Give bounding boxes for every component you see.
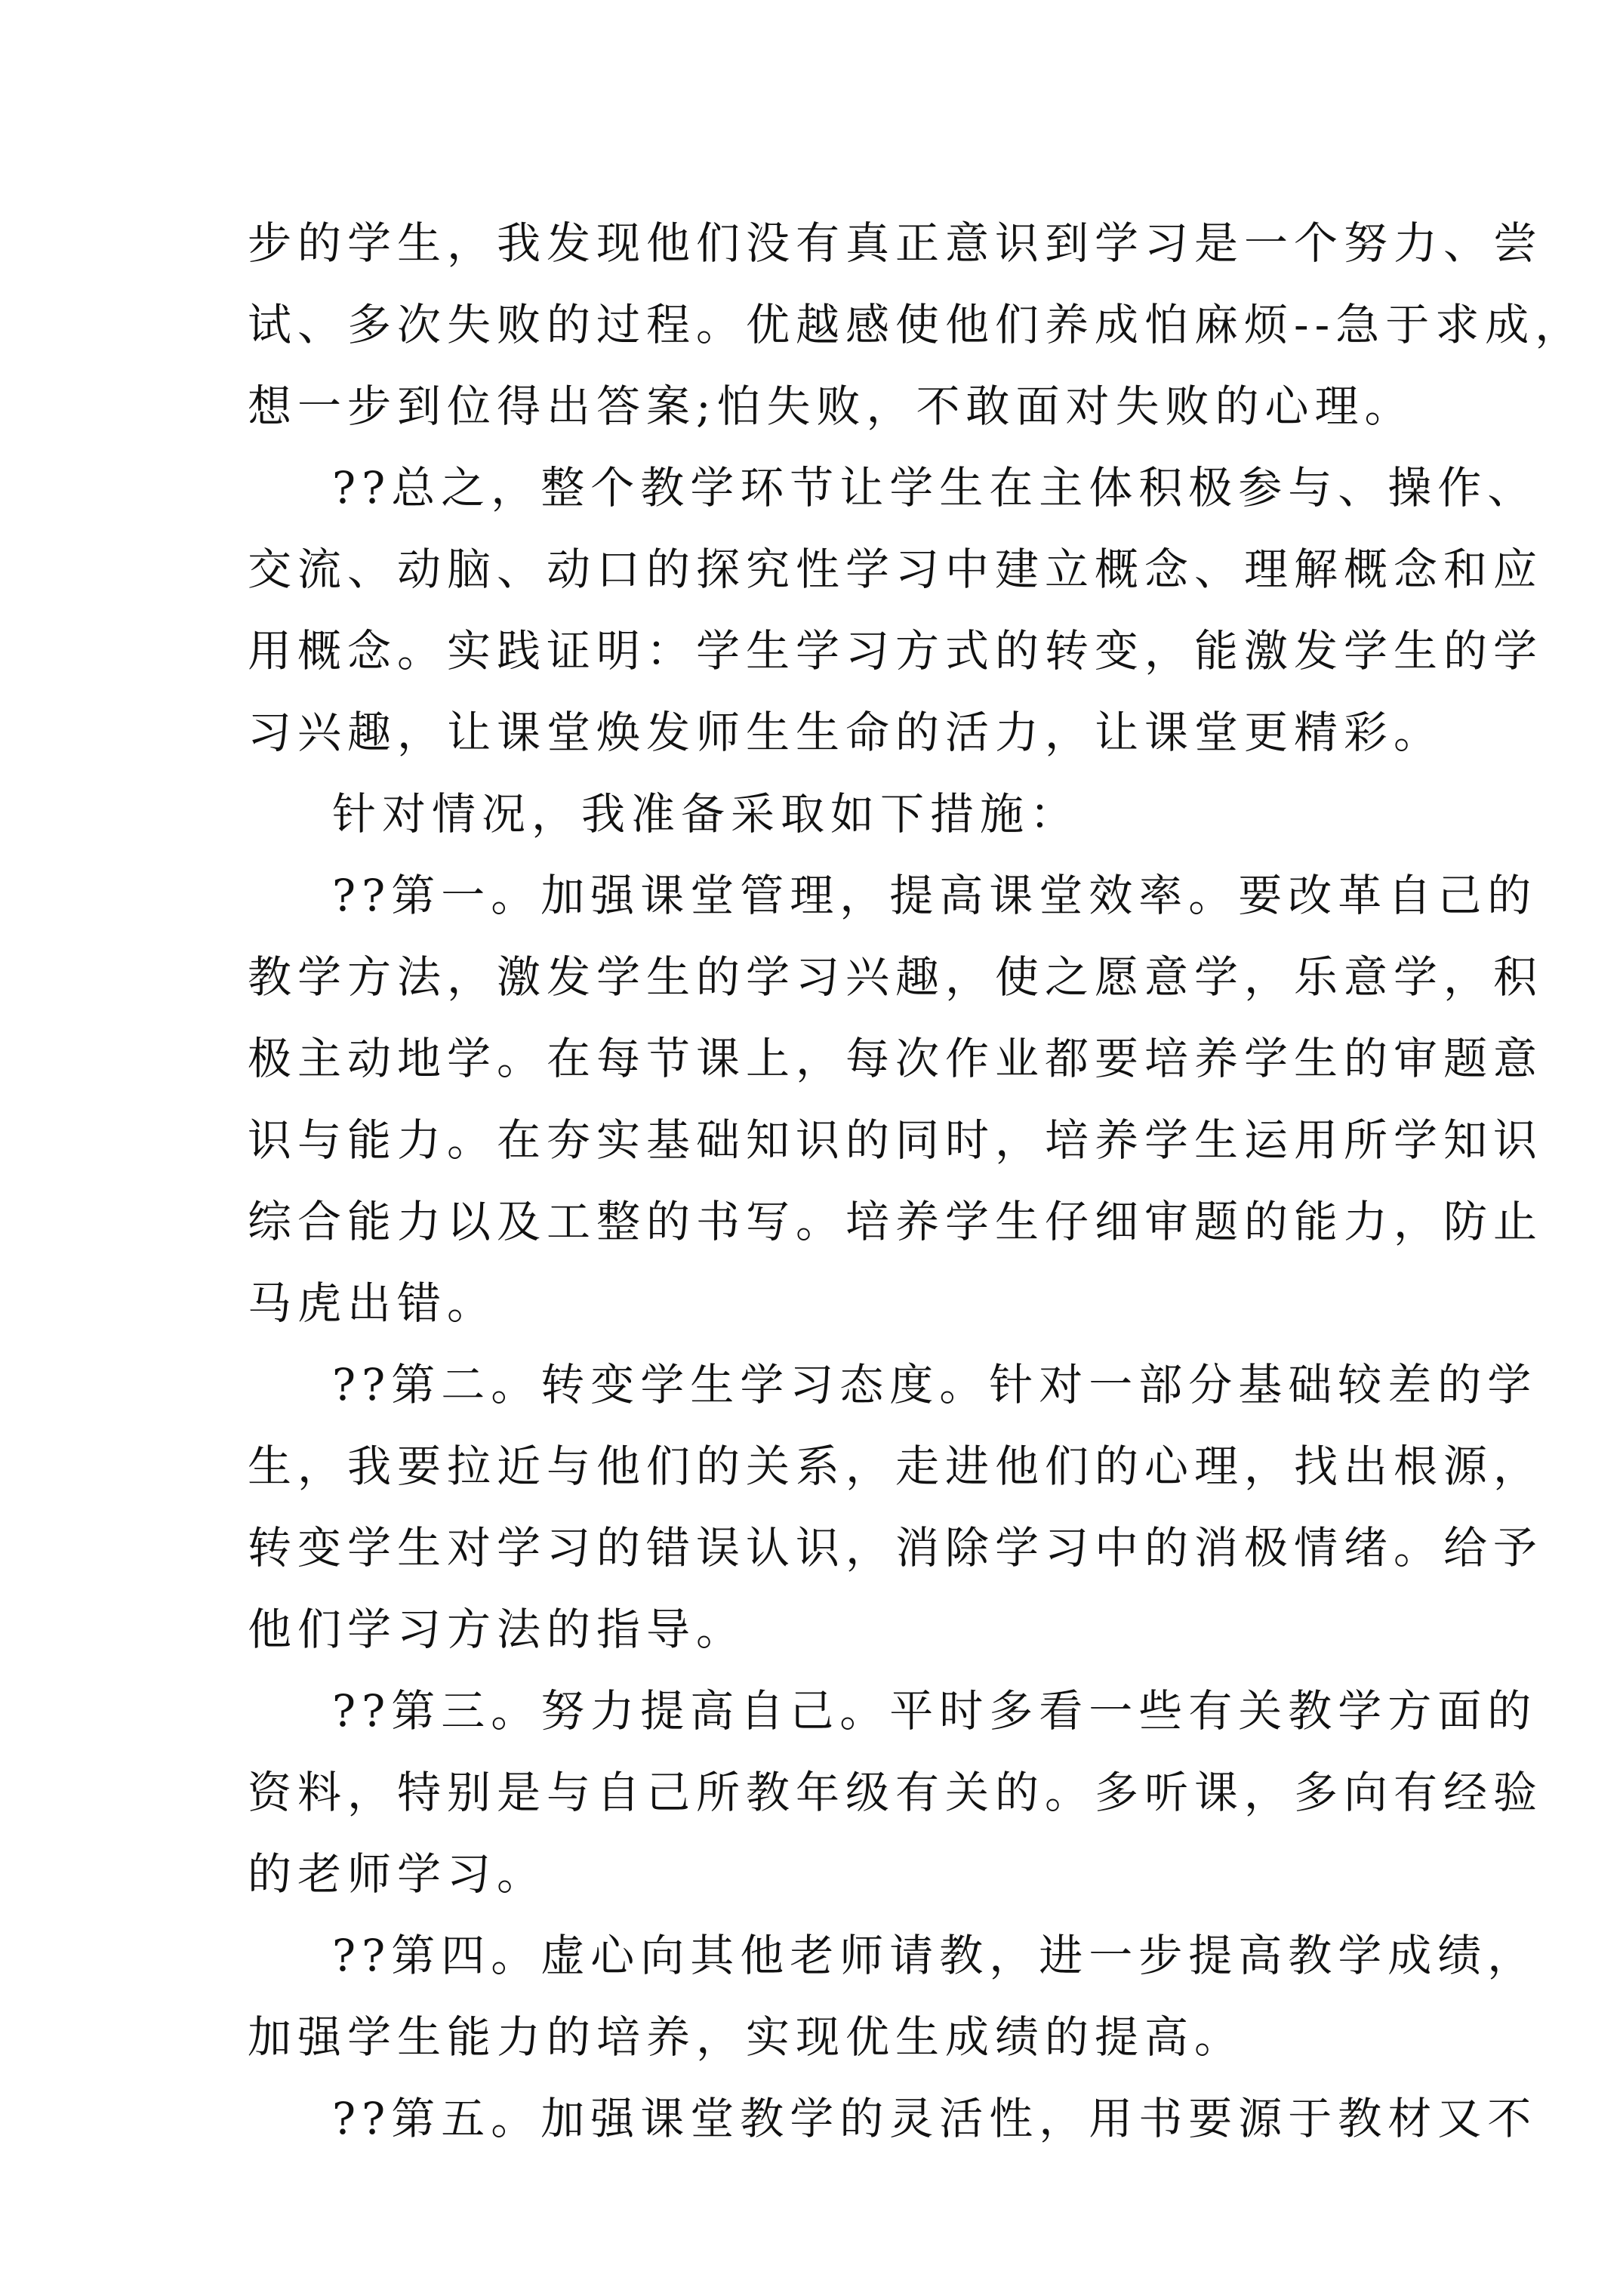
- document-text-line: ??第五。加强课堂教学的灵活性，用书要源于教材又不: [332, 2093, 1538, 2144]
- document-text-line: 教学方法，激发学生的学习兴趣，使之愿意学，乐意学，积: [248, 951, 1544, 1003]
- document-text-line: 他们学习方法的指导。: [248, 1604, 747, 1655]
- document-text-line: 识与能力。在夯实基础知识的同时，培养学生运用所学知识: [248, 1114, 1544, 1166]
- document-text-line: 交流、动脑、动口的探究性学习中建立概念、理解概念和应: [248, 544, 1544, 595]
- document-text-line: ??第三。努力提高自己。平时多看一些有关教学方面的: [332, 1685, 1538, 1737]
- document-text-line: 极主动地学。在每节课上，每次作业都要培养学生的审题意: [248, 1033, 1544, 1084]
- document-text-line: 资料，特别是与自己所教年级有关的。多听课，多向有经验: [248, 1767, 1544, 1818]
- document-text-line: 习兴趣，让课堂焕发师生生命的活力，让课堂更精彩。: [248, 707, 1444, 758]
- document-text-line: 想一步到位得出答案;怕失败，不敢面对失败的心理。: [248, 381, 1415, 432]
- document-text-line: 综合能力以及工整的书写。培养学生仔细审题的能力，防止: [248, 1196, 1544, 1247]
- document-text-line: ??第一。加强课堂管理，提高课堂效率。要改革自己的: [332, 870, 1538, 921]
- document-text-line: 的老师学习。: [248, 1848, 547, 1900]
- document-text-line: 转变学生对学习的错误认识，消除学习中的消极情绪。给予: [248, 1522, 1544, 1573]
- document-text-line: 步的学生，我发现他们没有真正意识到学习是一个努力、尝: [248, 217, 1544, 269]
- document-text-line: ??第四。虚心向其他老师请教，进一步提高教学成绩，: [332, 1930, 1538, 1981]
- document-text-line: 生，我要拉近与他们的关系，走进他们的心理，找出根源，: [248, 1441, 1544, 1492]
- document-text-line: 针对情况，我准备采取如下措施：: [332, 788, 1080, 840]
- document-text-line: 试、多次失败的过程。优越感使他们养成怕麻烦--急于求成，: [248, 299, 1585, 350]
- document-text-line: 马虎出错。: [248, 1277, 497, 1329]
- document-text-line: 加强学生能力的培养，实现优生成绩的提高。: [248, 2011, 1245, 2063]
- document-text-line: ??第二。转变学生学习态度。针对一部分基础较差的学: [332, 1359, 1538, 1410]
- document-text-line: ??总之，整个教学环节让学生在主体积极参与、操作、: [332, 462, 1538, 513]
- document-body: [248, 202, 1585, 2159]
- document-text-line: 用概念。实践证明：学生学习方式的转变，能激发学生的学: [248, 625, 1544, 676]
